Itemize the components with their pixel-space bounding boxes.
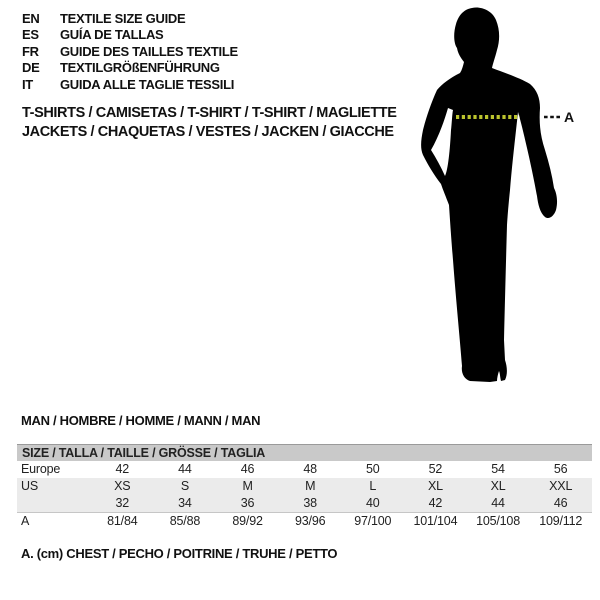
table-row <box>17 512 592 530</box>
size-cell: S <box>180 479 189 493</box>
language-code: DE <box>22 60 40 76</box>
measurement-label-a: A <box>564 109 575 125</box>
size-table-body <box>17 461 592 530</box>
size-cell: 85/88 <box>169 514 201 528</box>
size-cell: 38 <box>303 496 317 510</box>
size-cell: 105/108 <box>476 514 520 528</box>
row-label <box>17 495 91 512</box>
language-label: GUIDE DES TAILLES TEXTILE <box>60 43 238 59</box>
language-code: IT <box>22 76 33 92</box>
size-cell: 81/84 <box>107 514 138 528</box>
row-label: Europe <box>21 462 61 476</box>
size-cell: 109/112 <box>539 514 583 528</box>
size-cell: 44 <box>491 496 505 510</box>
language-code: ES <box>22 27 39 43</box>
size-cell: XL <box>490 479 506 493</box>
row-label: A <box>21 514 30 528</box>
size-cell: 50 <box>366 462 380 476</box>
language-label: TEXTILGRÖßENFÜHRUNG <box>60 60 220 76</box>
size-cell: 97/100 <box>354 514 392 528</box>
category-line: T-SHIRTS / CAMISETAS / T-SHIRT / T-SHIRT / MAGLIETTE <box>22 105 397 121</box>
language-label: GUIDA ALLE TAGLIE TESSILI <box>60 76 235 92</box>
size-cell: XL <box>427 479 443 493</box>
size-table-header: SIZE / TALLA / TAILLE / GRÖSSE / TAGLIA <box>17 445 592 461</box>
table-row <box>17 461 592 478</box>
size-cell: 34 <box>178 496 192 510</box>
size-cell: 36 <box>240 496 255 510</box>
size-cell: 52 <box>428 462 443 476</box>
size-cell: M <box>305 479 316 493</box>
size-cell: 56 <box>553 462 568 476</box>
size-cell: 42 <box>428 496 443 510</box>
size-cell: XS <box>114 479 131 493</box>
language-label: TEXTILE SIZE GUIDE <box>60 11 186 26</box>
size-cell: L <box>369 479 377 493</box>
size-cell: 101/104 <box>413 514 458 528</box>
category-line: JACKETS / CHAQUETAS / VESTES / JACKEN / GIACCHE <box>22 124 394 140</box>
table-row <box>17 478 592 495</box>
size-cell: 93/96 <box>295 514 326 528</box>
size-table <box>17 444 592 530</box>
language-code: FR <box>22 43 39 59</box>
section-title-man: MAN / HOMBRE / HOMME / MANN / MAN <box>21 413 261 428</box>
size-cell: 42 <box>115 462 130 476</box>
table-row <box>17 495 592 512</box>
language-label: GUÍA DE TALLAS <box>60 27 164 43</box>
size-cell: 46 <box>240 462 255 476</box>
man-silhouette-icon <box>421 8 557 383</box>
size-cell: 32 <box>115 496 130 510</box>
size-cell: 54 <box>491 462 505 476</box>
size-cell: 46 <box>553 496 568 510</box>
row-label: US <box>21 479 38 493</box>
size-cell: 48 <box>303 462 317 476</box>
size-cell: 44 <box>178 462 192 476</box>
language-code: EN <box>22 11 40 26</box>
size-cell: 89/92 <box>232 514 263 528</box>
size-cell: M <box>242 479 253 493</box>
size-cell: 40 <box>366 496 380 510</box>
size-cell: XXL <box>549 479 573 493</box>
measurement-footnote: A. (cm) CHEST / PECHO / POITRINE / TRUHE / PETTO <box>21 546 338 561</box>
